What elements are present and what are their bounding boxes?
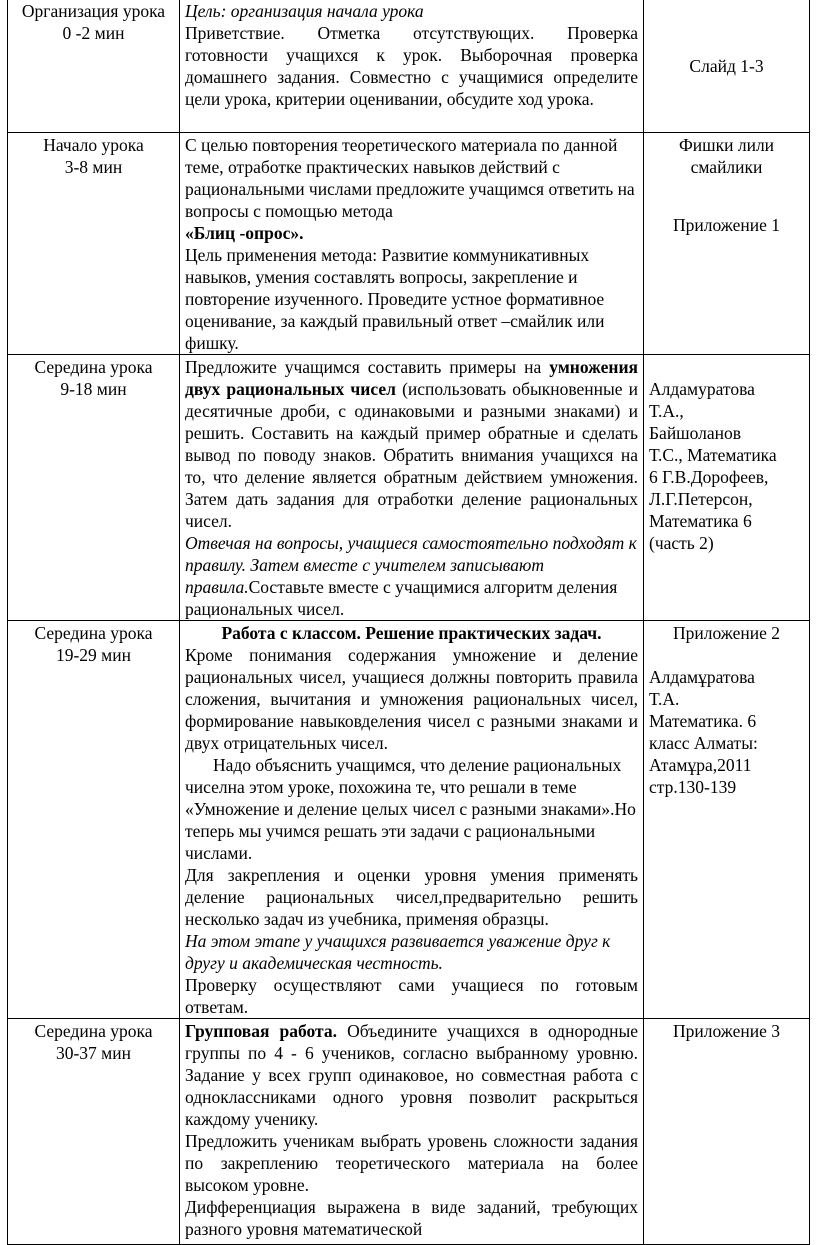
stage-label: Середина урока <box>34 1021 153 1041</box>
stage-cell <box>8 133 180 355</box>
resource-cell <box>644 355 810 621</box>
activity-tail: Составьте вместе с учащимися алгоритм деления рациональных чисел. <box>185 577 618 619</box>
table-row <box>8 621 810 1019</box>
table-row <box>8 355 810 621</box>
table-row <box>8 133 810 355</box>
stage-time: 9-18 мин <box>60 379 127 399</box>
table-row <box>8 0 810 133</box>
stage-cell <box>8 1019 180 1245</box>
stage-cell <box>8 0 180 133</box>
resource-cell <box>644 621 810 1019</box>
resource-cell <box>644 133 810 355</box>
activity-cell <box>180 355 644 621</box>
resource-text: Фишки лили смайлики <box>678 135 775 177</box>
activity-text <box>185 1020 638 1130</box>
resource-cell <box>644 0 810 133</box>
resource-text: Слайд 1-3 <box>689 56 764 76</box>
stage-cell <box>8 355 180 621</box>
resource-text: Приложение 1 <box>672 215 781 235</box>
activity-cell <box>180 133 644 355</box>
resource-text: Приложение 3 <box>672 1021 781 1041</box>
lesson-plan-table <box>7 0 810 1245</box>
activity-cell <box>180 1019 644 1245</box>
goal-text: Цель: организация начала урока <box>185 1 424 21</box>
stage-label: Середина урока <box>34 357 153 377</box>
stage-label: Середина урока <box>34 623 153 643</box>
resource-text: Приложение 2 <box>672 623 781 643</box>
stage-time: 19-29 мин <box>55 645 131 665</box>
activity-text: Для закрепления и оценки уровня умения применять деление рациональных чисел,предварительно решить несколько задач из учебника, применяя образцы. <box>185 865 638 929</box>
activity-italic: На этом этапе у учащихся развивается уважение друг к другу и академическая честность. <box>185 931 611 973</box>
method-goal-text: Цель применения метода: Развитие коммуникативных навыков, умения составлять вопросы, закрепление и повторение изученного. Проведите устное формативное оценивание, за каждый правильный ответ –смайлик или фишку. <box>185 245 605 353</box>
activity-italic-text <box>185 532 638 620</box>
activity-rest: (использовать обыкновенные и десятичные дроби, с одинаковыми и разными знаками) и решить. Составить на каждый пример обратные и сделать вывод по поводу знаков. Обратить внимания учащихся на то, что деление является обратным действием умножения. Затем дать задания для отработки деление рациональных чисел. <box>185 379 638 531</box>
activity-bold: Групповая работа. <box>185 1021 337 1041</box>
activity-bold: умножения двух рациональных чисел <box>185 357 638 399</box>
activity-lead: Предложите учащимся составить примеры на <box>185 357 542 377</box>
resource-cell <box>644 1019 810 1245</box>
resource-text: Алдамуратова Т.А., Байшоланов Т.С., Математика 6 Г.В.Дорофеев, Л.Г.Петерсон, Математика 6 (часть 2) <box>649 379 777 553</box>
activity-heading: Работа с классом. Решение практических задач. <box>221 623 602 643</box>
resource-text: Алдамұратова Т.А. Математика. 6 класс Алматы: Атамұра,2011 стр.130-139 <box>649 667 758 797</box>
activity-rest: Объедините учащихся в однородные группы по 4 - 6 учеников, согласно выбранному уровню. Задание у всех групп одинаковое, но совместная работа с одноклассниками одного уровня позволит раскрыться каждому ученику. <box>185 1021 638 1129</box>
activity-text: Предложить ученикам выбрать уровень сложности задания по закреплению теоретического материала на более высоком уровне. <box>185 1131 638 1195</box>
activity-text <box>185 356 638 532</box>
stage-time: 0 -2 мин <box>62 23 125 43</box>
stage-time: 3-8 мин <box>64 157 123 177</box>
stage-cell <box>8 621 180 1019</box>
activity-text: Дифференциация выражена в виде заданий, требующих разного уровня математической <box>185 1197 638 1239</box>
stage-label: Начало урока <box>43 135 144 155</box>
method-name: «Блиц -опрос». <box>185 223 304 243</box>
stage-label: Организация урока <box>21 1 166 21</box>
activity-italic: Отвечая на вопросы, учащиеся самостоятельно подходят к правилу. Затем вместе с учителем записывают правила. <box>185 533 637 597</box>
stage-time: 30-37 мин <box>55 1043 131 1063</box>
activity-cell <box>180 0 644 133</box>
activity-text: Надо объяснить учащимся, что деление рациональных чиселна этом уроке, похожина те, что решали в теме «Умножение и деление целых чисел с разными знаками».Но теперь мы учимся решать эти задачи с рациональными числами. <box>185 755 636 863</box>
activity-text: Приветствие. Отметка отсутствующих. Проверка готовности учащихся к урок. Выборочная проверка домашнего задания. Совместно с учащимися определите цели урока, критерии оценивании, обсудите ход урока. <box>185 23 638 109</box>
activity-text: С целью повторения теоретического материала по данной теме, отработке практических навыков действий с рациональными числами предложите учащимся ответить на вопросы с помощью метода <box>185 135 635 221</box>
activity-text: Кроме понимания содержания умножение и деление рациональных чисел, учащиеся должны повторить правила сложения, вычитания и умножения рациональных чисел, формирование навыковделения чисел с разными знаками и двух отрицательных чисел. <box>185 645 638 753</box>
table-row <box>8 1019 810 1245</box>
activity-cell <box>180 621 644 1019</box>
activity-text: Проверку осуществляют сами учащиеся по готовым ответам. <box>185 975 638 1017</box>
